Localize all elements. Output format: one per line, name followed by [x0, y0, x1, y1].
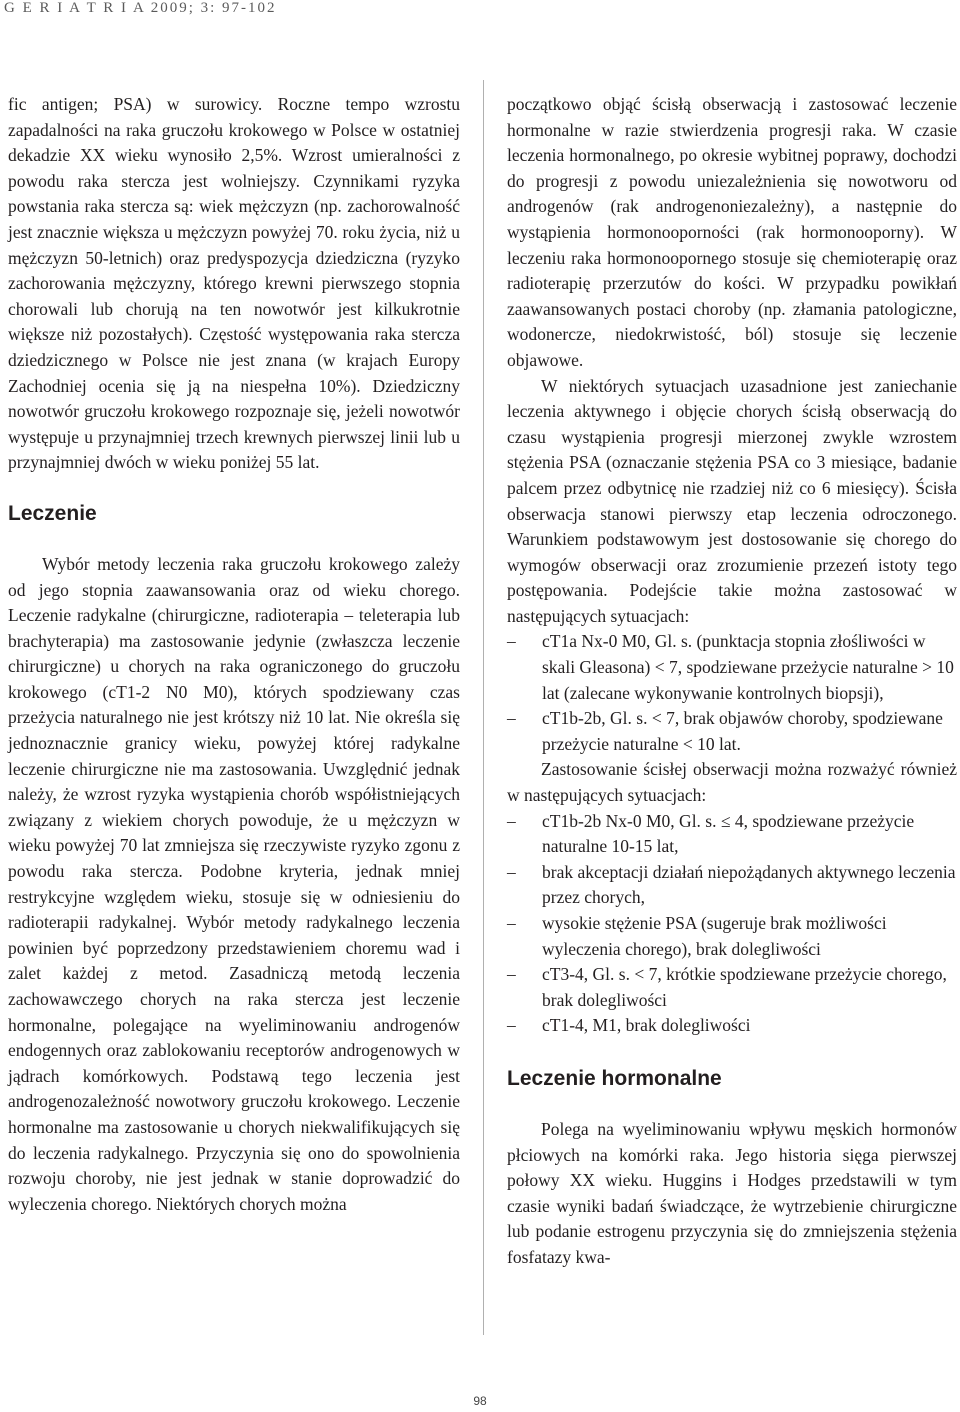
indication-list-2 [507, 809, 957, 1039]
list-item: – wysokie stężenie PSA (sugeruje brak możliwości wyleczenia chorego), brak dolegliwości [507, 911, 957, 962]
left-column [8, 92, 460, 1217]
column-divider [483, 80, 484, 1335]
list-item: – cT1b-2b, Gl. s. < 7, brak objawów choroby, spodziewane przeżycie naturalne < 10 lat. [507, 706, 957, 757]
right-paragraph-1: początkowo objąć ścisłą obserwacją i zastosować leczenie hormonalne w razie stwierdzenia progresji raka. W czasie leczenia hormonalnego, po okresie wybitnej poprawy, dochodzi do progresji z powodu uniezależnienia się nowotworu od androgenów (rak androgenoniezależny), a następnie do wystąpienia hormonooporności (rak hormonooporny). W leczeniu raka hormonoopornego stosuje się chemioterapię oraz radioterapię przerzutów do kości. W przypadku powikłań zaawansowanych postaci choroby (np. złamania patologiczne, wodonercze, niedokrwistość, ból) stosuje się leczenie objawowe. [507, 94, 957, 370]
treatment-paragraph: Wybór metody leczenia raka gruczołu krokowego zależy od jego stopnia zaawansowania oraz od wieku chorego. Leczenie radykalne (chirurgiczne, radioterapia – teleterapia lub brachyterapia) ma zastosowanie jedynie (zwłaszcza leczenie chirurgiczne) u chorych na raka ograniczonego do gruczołu krokowego (cT1-2 N0 M0), których spodziewany czas przeżycia naturalnego nie jest krótszy niż 10 lat. Nie określa się jednoznacznie granicy wieku, powyżej której radykalne leczenie chirurgiczne nie ma zastosowania. Uwzględnić jednak należy, że wzrost ryzyka wystąpienia chorób współistniejących związany z wiekiem chorych powoduje, że u mężczyzn w wieku powyżej 70 lat zmniejsza się rzeczywiste ryzyko zgonu z powodu raka stercza. Podobne kryteria, jednak mniej restrykcyjne względem wieku, stosuje się w odniesieniu do radioterapii radykalnej. Wybór metody radykalnego leczenia powinien być poprzedzony przedstawieniem choremu wad i zalet każdej z metod. Zasadniczą metodą leczenia zachowawczego chorych na raka stercza jest leczenie hormonalne, polegające na wyeliminowaniu androgenów endogennych oraz zablokowaniu receptorów androgenowych w jądrach komórkowych. Podstawą tego leczenia jest androgenozależność nowotwory gruczołu krokowego. Leczenie hormonalne ma zastosowanie u chorych niekwalifikujących się do leczenia radykalnego. Przyczynia się ono do spowolnienia rozwoju choroby, nie jest jednak w stanie doprowadzić do wyleczenia chorego. Niektórych chorych można [8, 553, 460, 1214]
list-item: – cT1a Nx-0 M0, Gl. s. (punktacja stopnia złośliwości w skali Gleasona) < 7, spodziewane przeżycie naturalne > 10 lat (zalecane wykonywanie kontrolnych biopsji), [507, 629, 957, 706]
list-item: – cT1b-2b Nx-0 M0, Gl. s. ≤ 4, spodziewane przeżycie naturalne 10-15 lat, [507, 809, 957, 860]
intro-paragraph: fic antigen; PSA) w surowicy. Roczne tempo wzrostu zapadalności na raka gruczołu krokowego w Polsce w ostatniej dekadzie XX wieku wynosiło 2,5%. Wzrost umieralności z powodu raka stercza jest wolniejszy. Czynnikami ryzyka powstania raka stercza są: wiek mężczyzn (np. zachorowalność jest znacznie większa u mężczyzn powyżej 70. roku życia, niż u mężczyzn 50-letnich) oraz predyspozycja dziedziczna (ryzyko zachorowania mężczyzny, którego krewni pierwszego stopnia chorowali lub chorują na ten nowotwór jest kilkukrotnie większe niż pozostałych). Częstość występowania raka stercza dziedzicznego w Polsce nie jest znana (w krajach Europy Zachodniej ocenia się ją na niespełna 10%). Dziedziczny nowotwór gruczołu krokowego rozpoznaje się, jeżeli nowotwór występuje u przynajmniej trzech krewnych pierwszej linii lub u przynajmniej dwóch w wieku poniżej 55 lat. [8, 94, 460, 473]
section-heading-hormonal-treatment: Leczenie hormonalne [507, 1066, 722, 1090]
page-number: 98 [473, 1394, 487, 1408]
right-paragraph-3: Zastosowanie ścisłej obserwacji można rozważyć również w następujących sytuacjach: [507, 759, 957, 806]
right-column [507, 92, 957, 1271]
running-header: G E R I A T R I A 2009; 3: 97-102 [4, 0, 277, 16]
list-item: – cT1-4, M1, brak dolegliwości [507, 1013, 957, 1039]
indication-list-1 [507, 629, 957, 757]
list-item: – brak akceptacji działań niepożądanych aktywnego leczenia przez chorych, [507, 860, 957, 911]
hormonal-treatment-paragraph: Polega na wyeliminowaniu wpływu męskich hormonów płciowych na komórki raka. Jego historia sięga pierwszej połowy XX wieku. Huggins i Hodges przedstawili w tym czasie wyniki badań świadczące, że wytrzebienie chirurgiczne lub podanie estrogenu przyczynia się do zmniejszenia stężenia fosfatazy kwa- [507, 1118, 957, 1267]
section-heading-treatment: Leczenie [8, 501, 97, 525]
list-item: – cT3-4, Gl. s. < 7, krótkie spodziewane przeżycie chorego, brak dolegliwości [507, 962, 957, 1013]
right-paragraph-2: W niektórych sytuacjach uzasadnione jest zaniechanie leczenia aktywnego i objęcie chorych ścisłą obserwacją do czasu wystąpienia progresji mierzonej zwykle wzrostem stężenia PSA (oznaczanie stężenia PSA co 3 miesiące, badanie palcem przez odbytnicę nie rzadziej niż co 6 miesięcy). Ścisła obserwacja stanowi pierwszy etap leczenia odroczonego. Warunkiem podstawowym jest dostosowanie się chorego do wymogów obserwacji oraz zrozumienie przezeń istoty tego postępowania. Podejście takie można zastosować w następujących sytuacjach: [507, 375, 957, 626]
